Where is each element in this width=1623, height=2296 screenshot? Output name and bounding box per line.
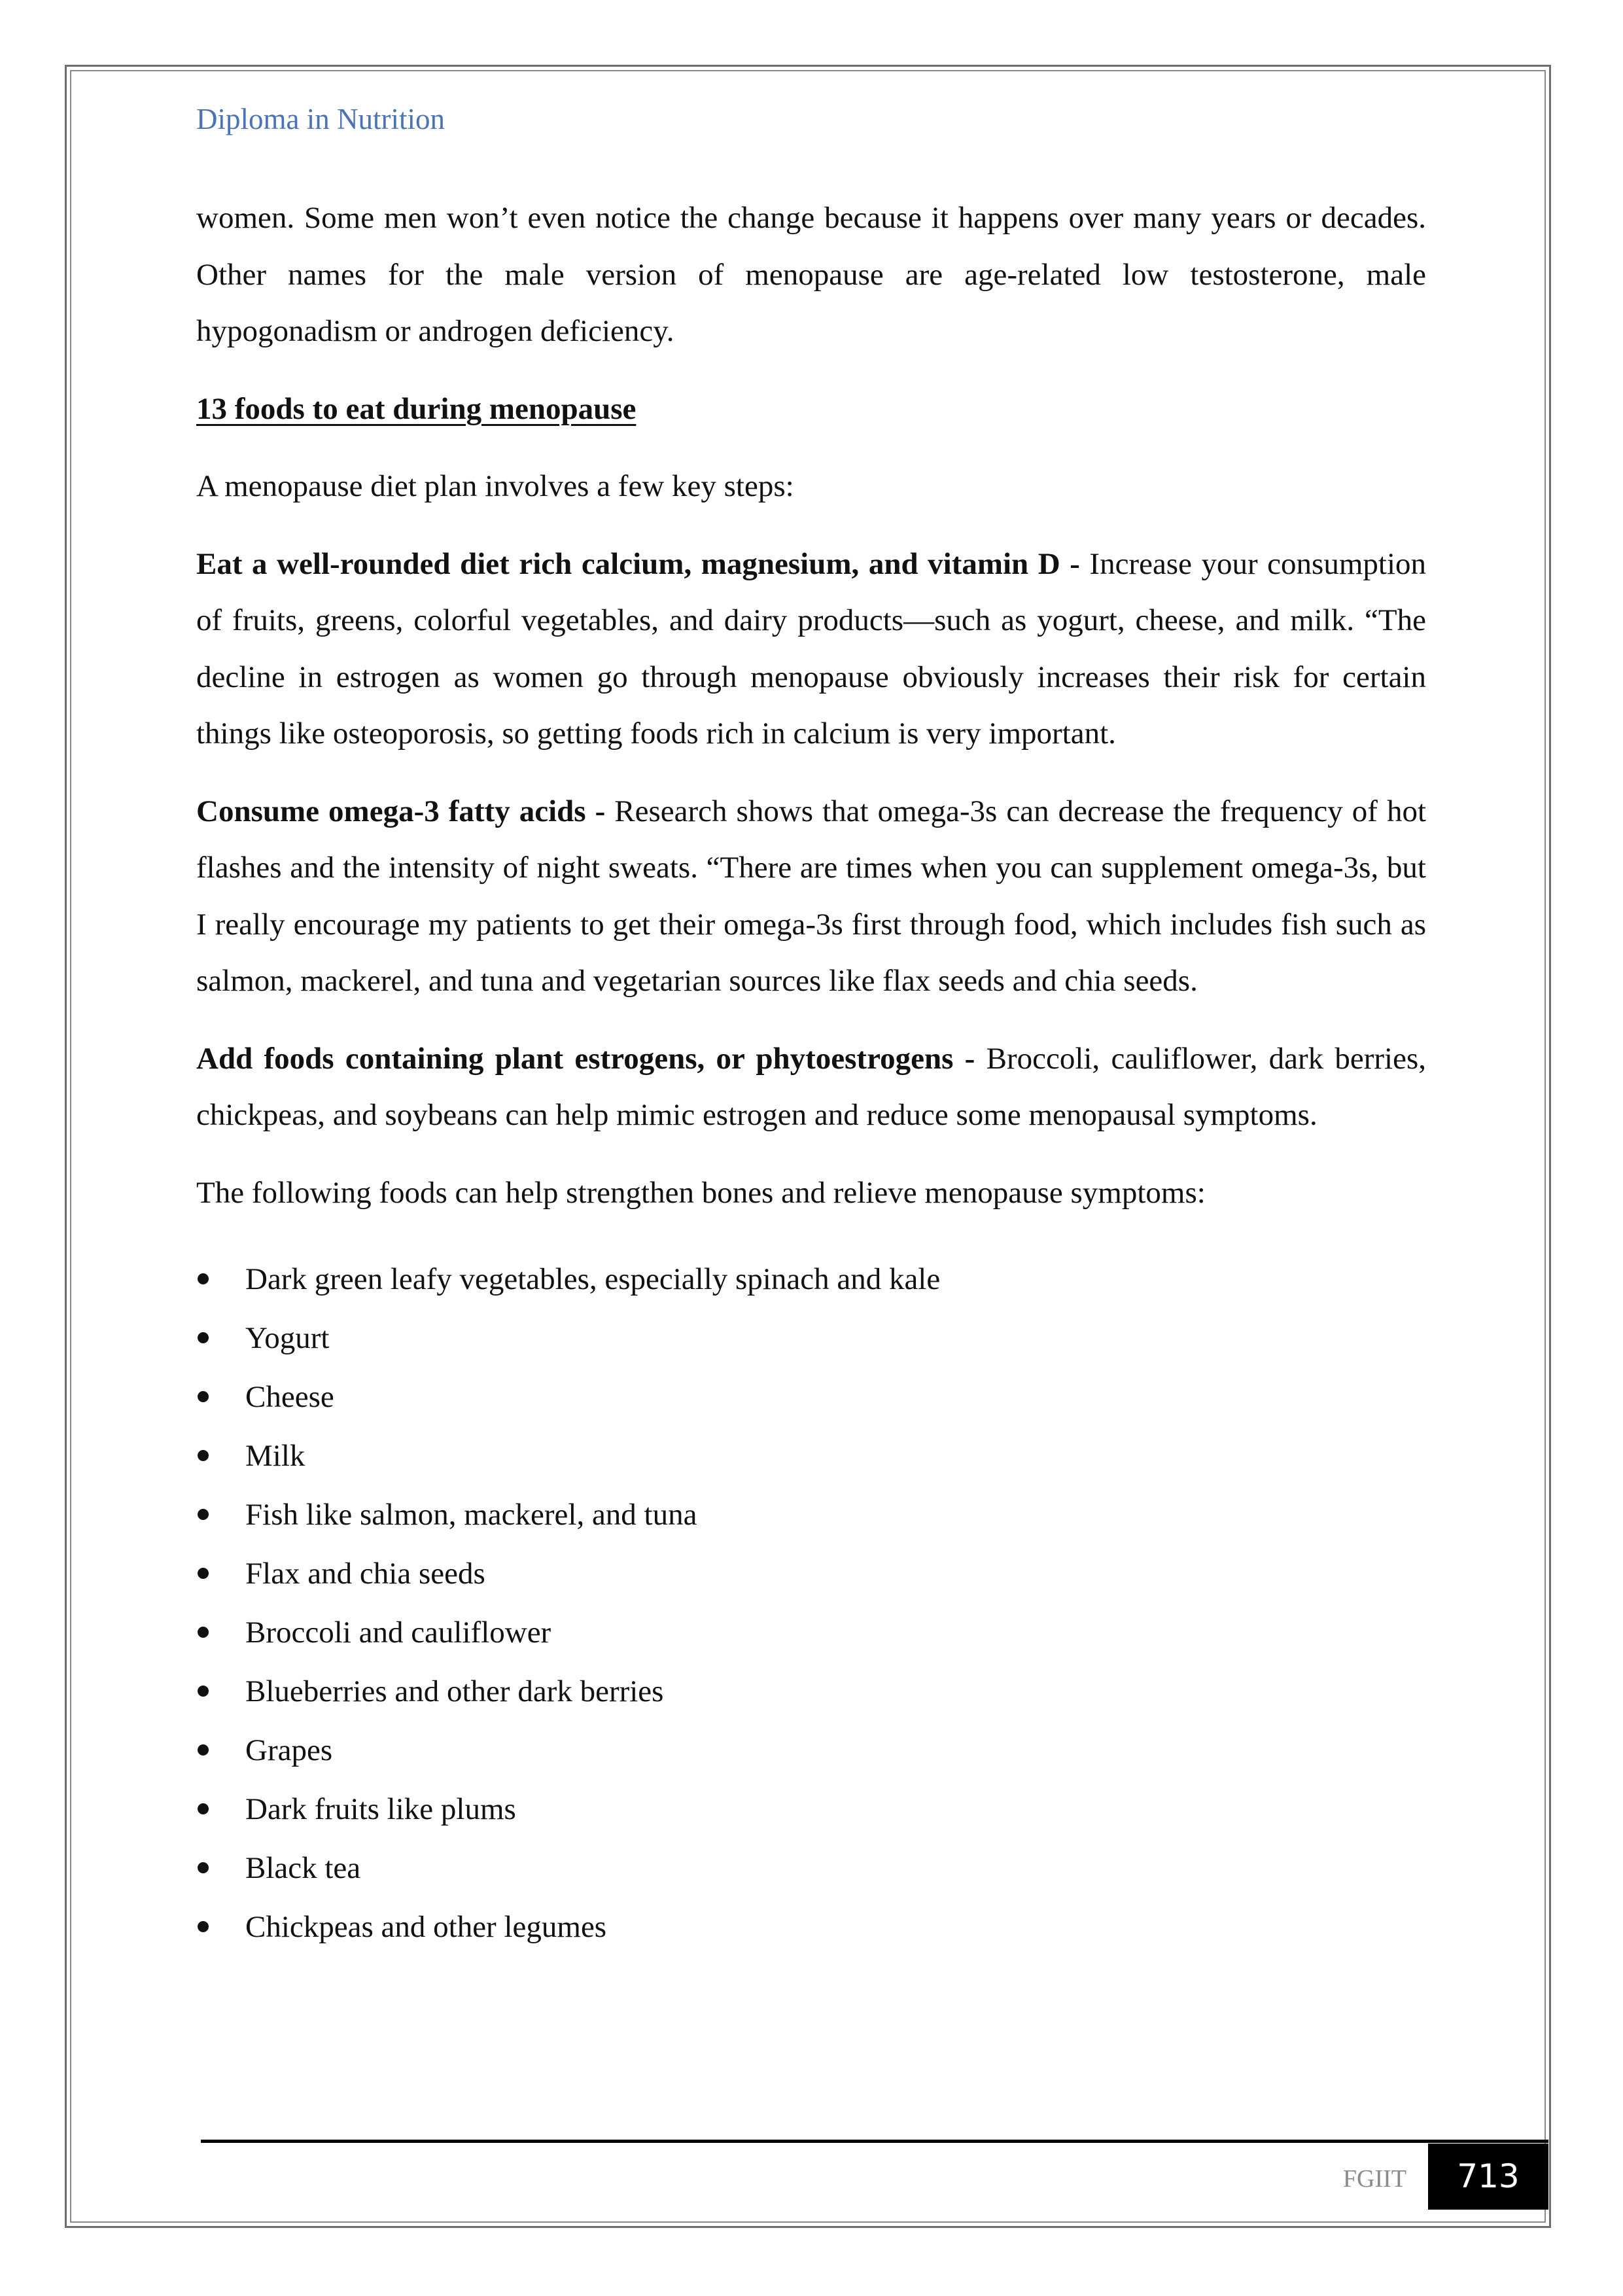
footer-divider	[201, 2140, 1548, 2143]
bullet-icon	[198, 1803, 209, 1814]
bullet-icon	[198, 1686, 209, 1697]
list-item: Grapes	[196, 1721, 1426, 1780]
step-calcium-paragraph	[196, 536, 1426, 762]
steps-intro: A menopause diet plan involves a few key steps:	[196, 469, 794, 503]
list-item: Dark green leafy vegetables, especially spinach and kale	[196, 1250, 1426, 1309]
step-calcium-text: Increase your consumption of fruits, greens, colorful vegetables, and dairy products—such as yogurt, cheese, and milk. “The decline in estrogen as women go through menopause obviously increases their risk for certain things like osteoporosis, so getting foods rich in calcium is very important.	[196, 546, 1427, 751]
list-item: Cheese	[196, 1368, 1426, 1426]
step-omega-text: Research shows that omega-3s can decrease the frequency of hot flashes and the intensity of night sweats. “There are times when you can supplement omega-3s, but I really encourage my patients to get their omega-3s first through food, which includes fish such as salmon, mackerel, and tuna and vegetarian sources like flax seeds and chia seeds.	[196, 794, 1427, 998]
bullet-icon	[198, 1450, 209, 1461]
list-item: Milk	[196, 1426, 1426, 1485]
list-intro: The following foods can help strengthen bones and relieve menopause symptoms:	[196, 1175, 1206, 1210]
bullet-icon	[198, 1509, 209, 1520]
step-calcium-lead: Eat a well-rounded diet rich calcium, magnesium, and vitamin D -	[196, 546, 1080, 581]
step-phyto-text: Broccoli, cauliflower, dark berries, chickpeas, and soybeans can help mimic estrogen and reduce some menopausal symptoms.	[196, 1041, 1427, 1132]
step-omega-lead: Consume omega-3 fatty acids -	[196, 794, 606, 828]
list-item: Yogurt	[196, 1309, 1426, 1368]
running-header: Diploma in Nutrition	[196, 103, 445, 135]
bullet-icon	[198, 1568, 209, 1579]
bullet-icon	[198, 1627, 209, 1638]
list-item: Chickpeas and other legumes	[196, 1898, 1426, 1956]
page-number-badge: 713	[1428, 2144, 1548, 2210]
list-item: Dark fruits like plums	[196, 1780, 1426, 1839]
step-omega-paragraph	[196, 783, 1426, 1010]
foods-list	[196, 1250, 1426, 1956]
list-item: Black tea	[196, 1839, 1426, 1898]
bullet-icon	[198, 1332, 209, 1343]
list-item: Fish like salmon, mackerel, and tuna	[196, 1485, 1426, 1544]
page-content	[196, 190, 1426, 1956]
bullet-icon	[198, 1744, 209, 1756]
bullet-icon	[198, 1391, 209, 1402]
list-item: Blueberries and other dark berries	[196, 1662, 1426, 1721]
bullet-icon	[198, 1921, 209, 1932]
section-heading: 13 foods to eat during menopause	[196, 391, 637, 426]
step-phyto-paragraph	[196, 1031, 1426, 1144]
list-item: Flax and chia seeds	[196, 1544, 1426, 1603]
bullet-icon	[198, 1273, 209, 1284]
step-phyto-lead: Add foods containing plant estrogens, or phytoestrogens -	[196, 1041, 975, 1076]
list-item: Broccoli and cauliflower	[196, 1603, 1426, 1662]
intro-paragraph: women. Some men won’t even notice the change because it happens over many years or decades. Other names for the male version of menopause are age-related low testosterone, male hypogonadism or androgen deficiency.	[196, 201, 1426, 348]
bullet-icon	[198, 1862, 209, 1873]
footer-label: FGIIT	[1342, 2165, 1406, 2193]
